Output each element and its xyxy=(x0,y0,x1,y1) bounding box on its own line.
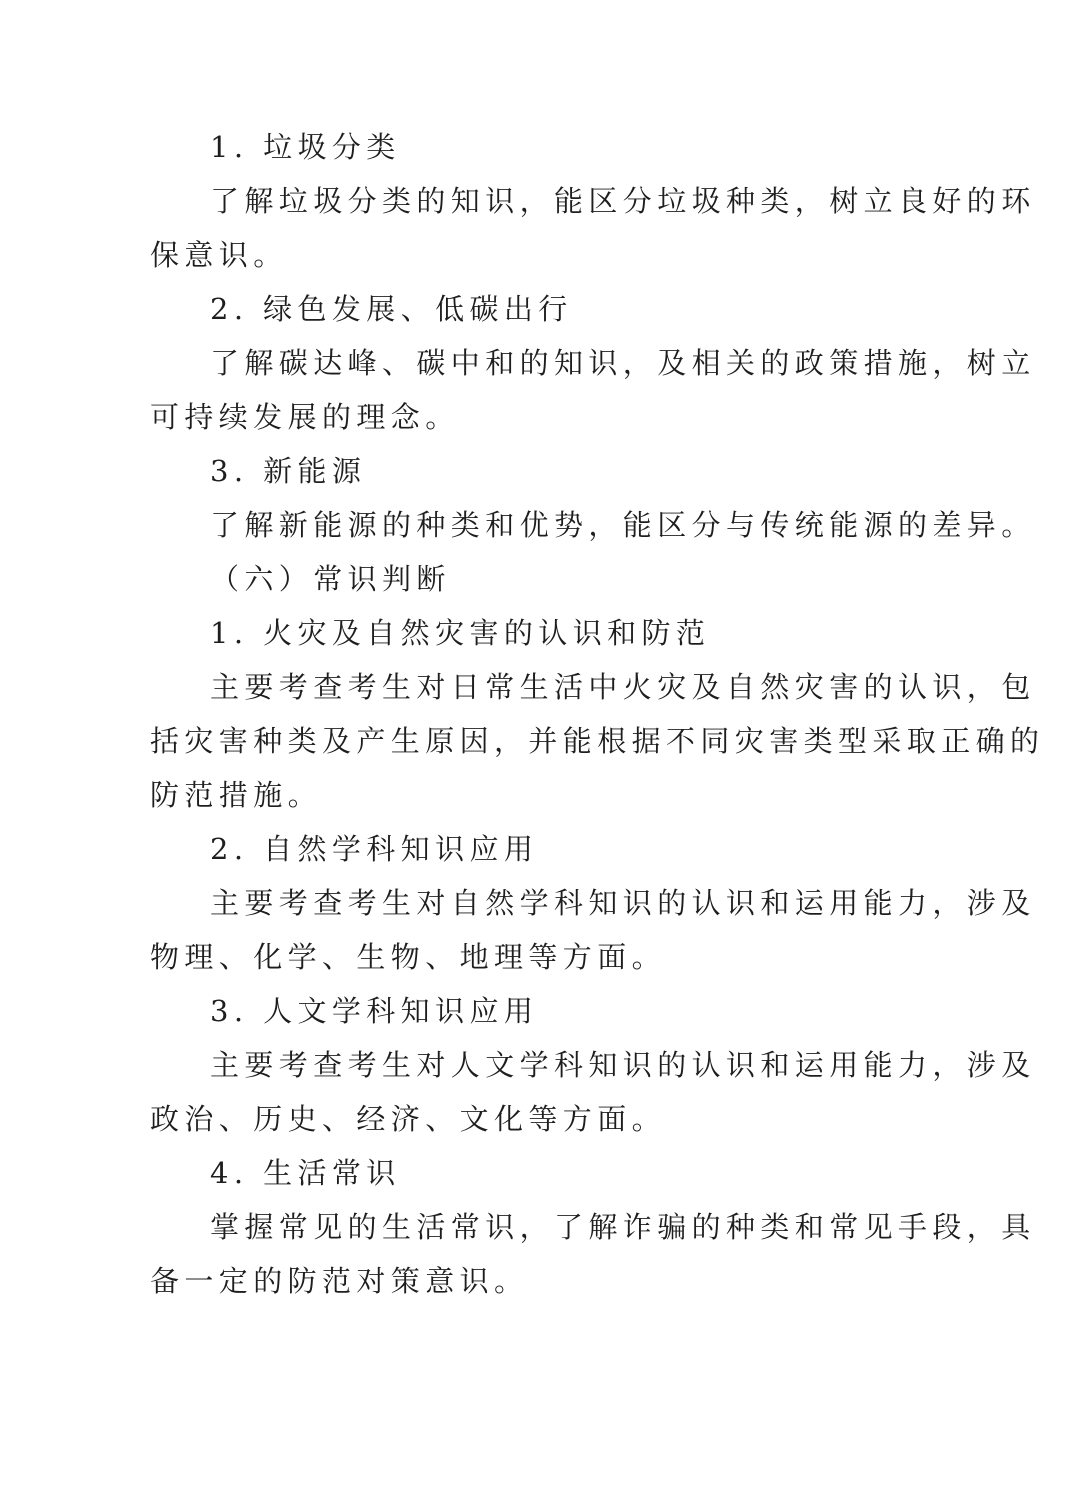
paragraph-line: 可持续发展的理念。 xyxy=(150,400,460,434)
paragraph-line: 政治、历史、经济、文化等方面。 xyxy=(150,1102,667,1136)
paragraph-line: 备一定的防范对策意识。 xyxy=(150,1264,529,1298)
paragraph-line: 了解垃圾分类的知识，能区分垃圾种类，树立良好的环 xyxy=(210,184,1036,218)
paragraph-line: 保意识。 xyxy=(150,238,288,272)
heading-garbage-sorting: 1. 垃圾分类 xyxy=(210,130,401,164)
paragraph-line: 括灾害种类及产生原因，并能根据不同灾害类型采取正确的 xyxy=(150,724,1045,758)
paragraph-line: 物理、化学、生物、地理等方面。 xyxy=(150,940,667,974)
paragraph-line: 主要考查考生对日常生活中火灾及自然灾害的认识，包 xyxy=(210,670,1036,704)
heading-green-development: 2. 绿色发展、低碳出行 xyxy=(210,292,573,326)
paragraph-line: 主要考查考生对人文学科知识的认识和运用能力，涉及 xyxy=(210,1048,1036,1082)
heading-fire-disaster: 1. 火灾及自然灾害的认识和防范 xyxy=(210,616,711,650)
heading-life-common-sense: 4. 生活常识 xyxy=(210,1156,401,1190)
paragraph-line: 主要考查考生对自然学科知识的认识和运用能力，涉及 xyxy=(210,886,1036,920)
heading-new-energy: 3. 新能源 xyxy=(210,454,367,488)
heading-humanities: 3. 人文学科知识应用 xyxy=(210,994,539,1028)
paragraph-line: 防范措施。 xyxy=(150,778,323,812)
section-heading-common-sense: （六）常识判断 xyxy=(210,562,451,596)
paragraph-line: 了解碳达峰、碳中和的知识，及相关的政策措施，树立 xyxy=(210,346,1036,380)
paragraph-line: 掌握常见的生活常识，了解诈骗的种类和常见手段，具 xyxy=(210,1210,1036,1244)
paragraph-line: 了解新能源的种类和优势，能区分与传统能源的差异。 xyxy=(210,508,1036,542)
heading-natural-science: 2. 自然学科知识应用 xyxy=(210,832,539,866)
